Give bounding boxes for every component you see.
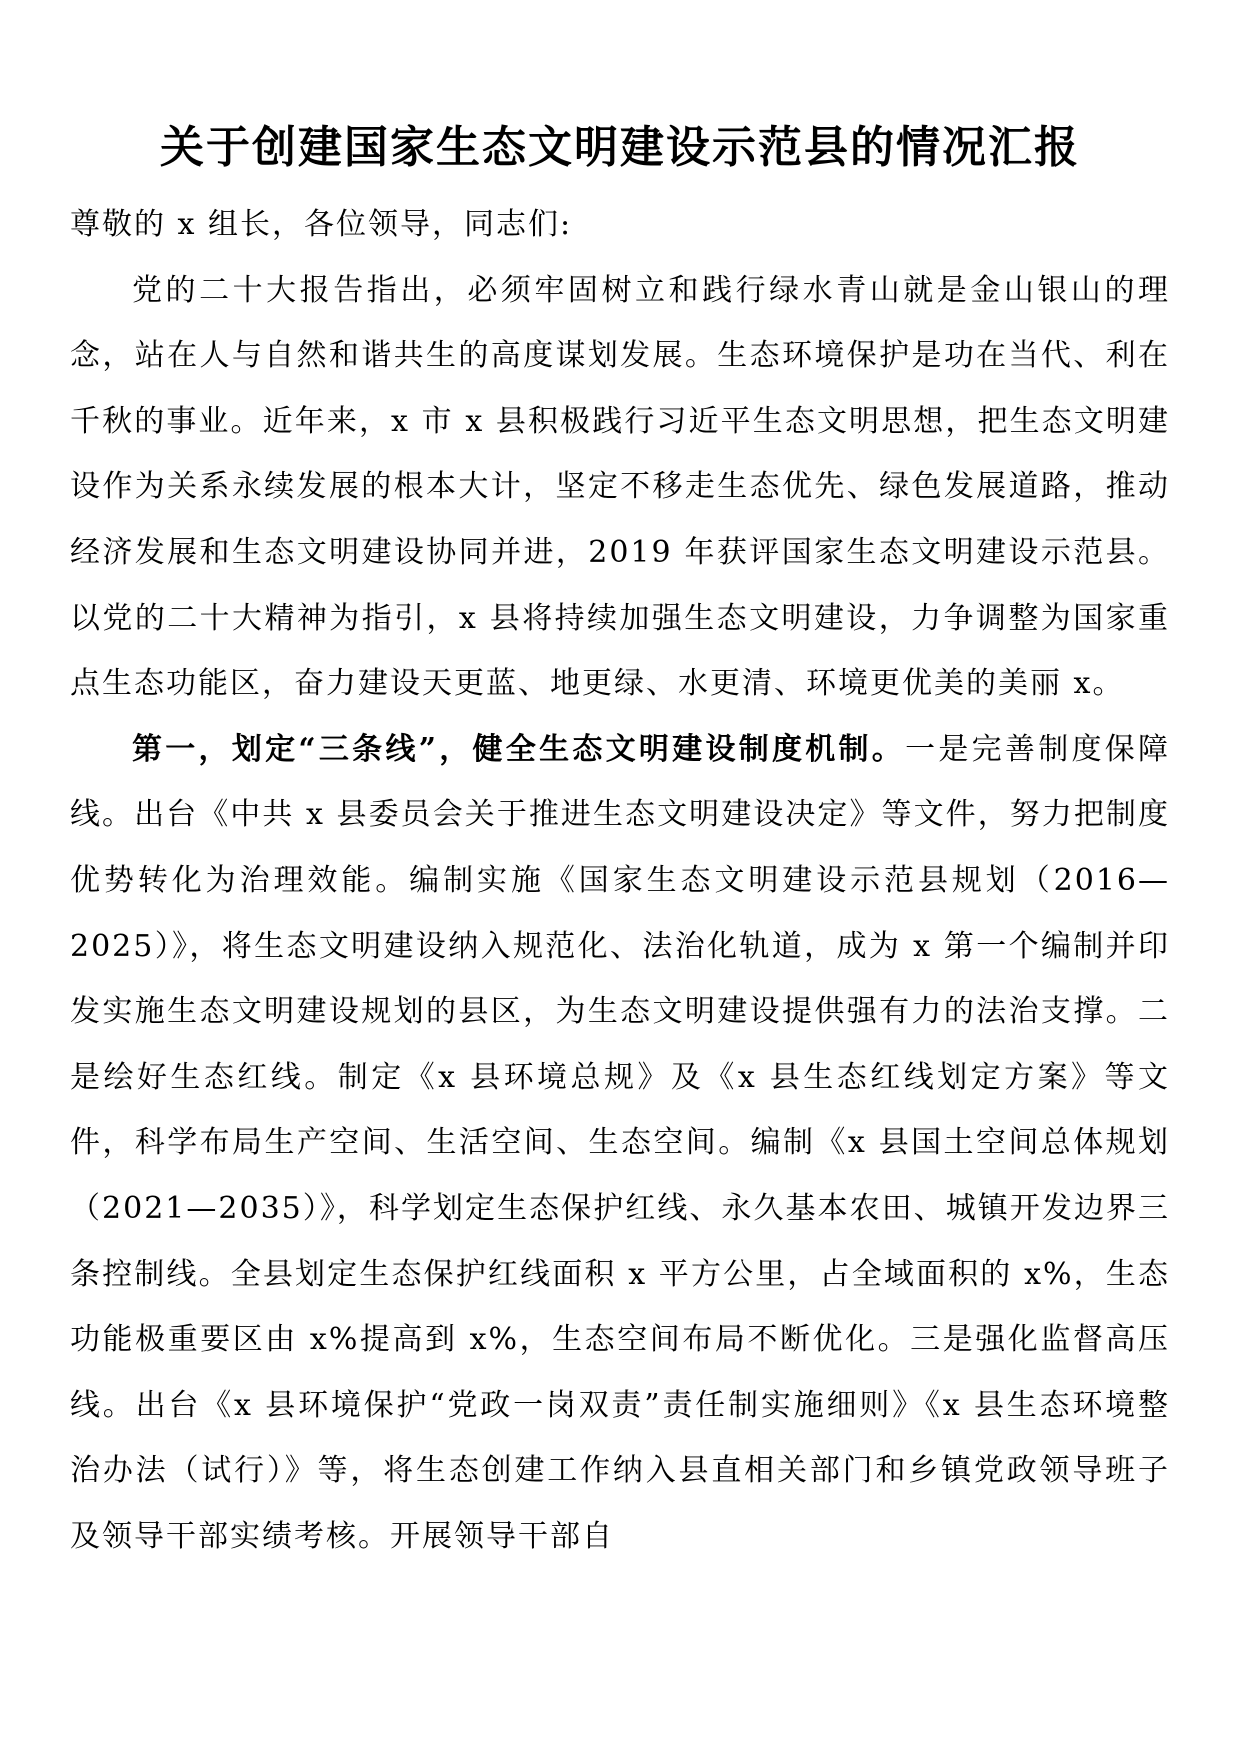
paragraph-section-one <box>70 717 1170 1570</box>
section-heading: 第一，划定“三条线”，健全生态文明建设制度机制。 <box>132 731 906 767</box>
paragraph-text: 一是完善制度保障线。出台《中共 x 县委员会关于推进生态文明建设决定》等文件，努力把制度优势转化为治理效能。编制实施《国家生态文明建设示范县规划（2016—2025）》，将生态文明建设纳入规范化、法治化轨道，成为 x 第一个编制并印发实施生态文明建设规划的县区，为生态文明建设提供强有力的法治支撑。二是绘好生态红线。制定《x 县环境总规》及《x 县生态红线划定方案》等文件，科学布局生产空间、生活空间、生态空间。编制《x 县国土空间总体规划（2021—2035）》，科学划定生态保护红线、永久基本农田、城镇开发边界三条控制线。全县划定生态保护红线面积 x 平方公里，占全域面积的 x%，生态功能极重要区由 x%提高到 x%，生态空间布局不断优化。三是强化监督高压线。出台《x 县环境保护“党政一岗双责”责任制实施细则》《x 县生态环境整治办法（试行）》等，将生态创建工作纳入县直相关部门和乡镇党政领导班子及领导干部实绩考核。开展领导干部自 <box>70 731 1171 1554</box>
salutation: 尊敬的 x 组长，各位领导，同志们: <box>70 207 573 242</box>
document-title: 关于创建国家生态文明建设示范县的情况汇报 <box>160 122 1080 173</box>
document-body <box>70 192 1170 1569</box>
paragraph-text: 党的二十大报告指出，必须牢固树立和践行绿水青山就是金山银山的理念，站在人与自然和谐共生的高度谋划发展。生态环境保护是功在当代、利在千秋的事业。近年来，x 市 x 县积极践行习近平生态文明思想，把生态文明建设作为关系永续发展的根本大计，坚定不移走生态优先、绿色发展道路，推动经济发展和生态文明建设协同并进，2019 年获评国家生态文明建设示范县。以党的二十大精神为指引，x 县将持续加强生态文明建设，力争调整为国家重点生态功能区，奋力建设天更蓝、地更绿、水更清、环境更优美的美丽 x。 <box>70 272 1170 702</box>
paragraph-intro <box>70 258 1170 717</box>
